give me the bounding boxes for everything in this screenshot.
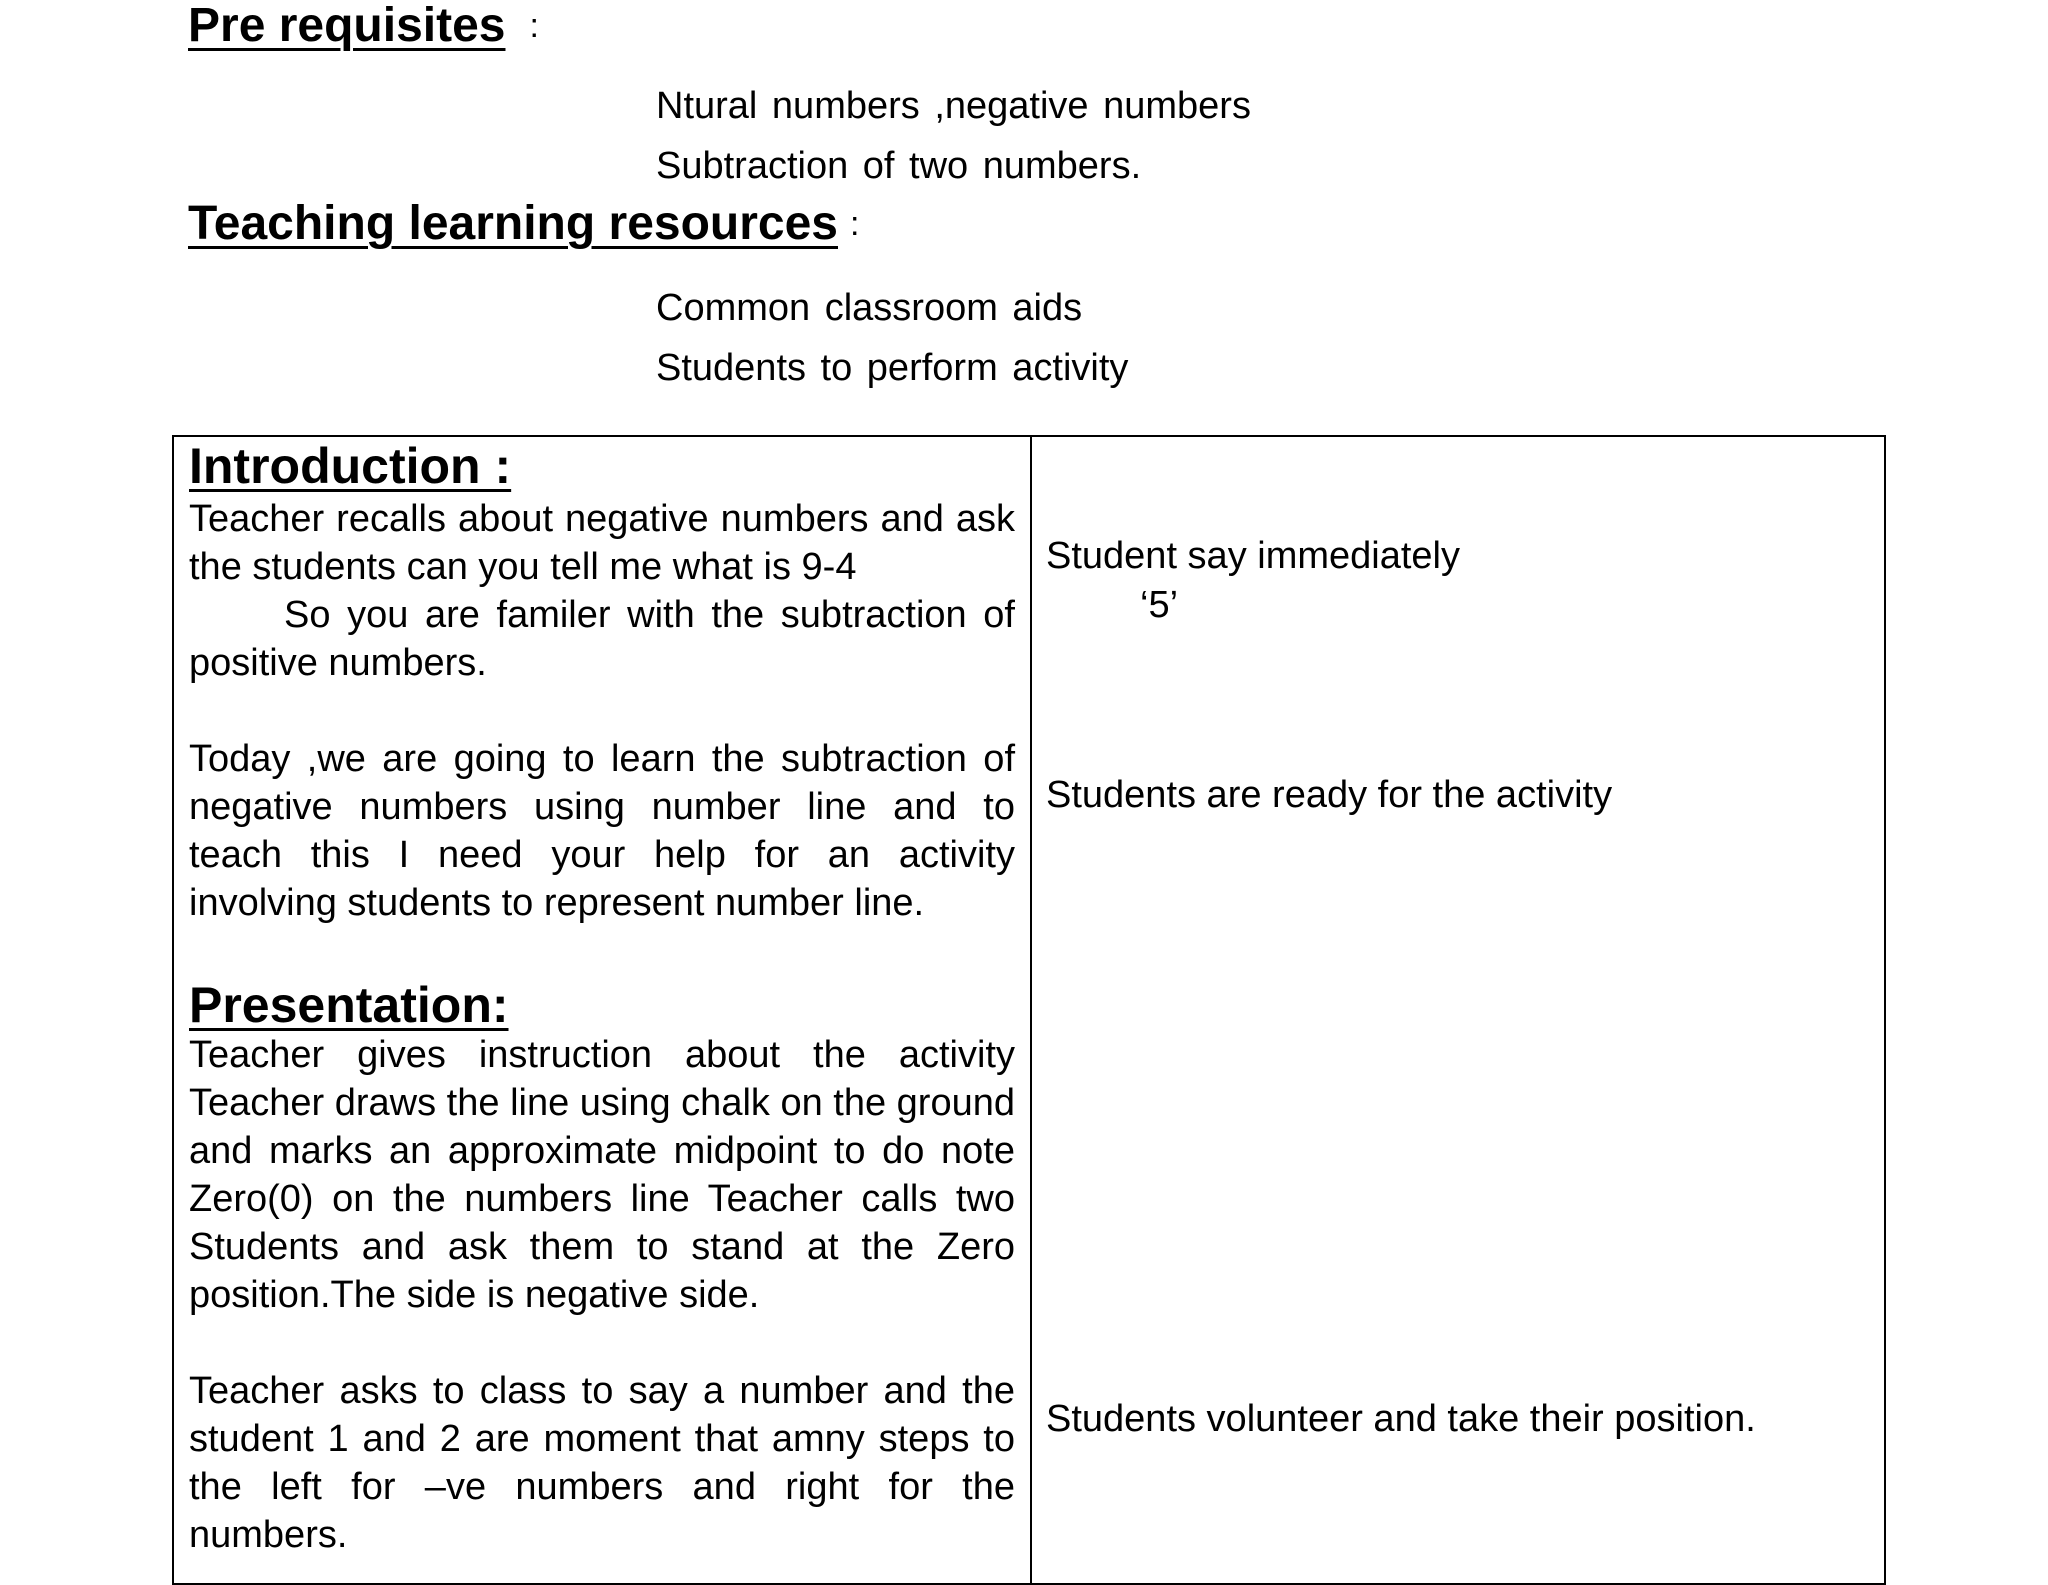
student-response: Students volunteer and take their position. (1046, 1398, 1756, 1440)
prerequisites-list (656, 76, 1251, 196)
introduction-paragraph: Today ,we are going to learn the subtraction of negative numbers using number line and to teach this I need your help for an activity involving students to represent number line. (189, 738, 1015, 924)
student-response-column (1032, 437, 1884, 1583)
presentation-title: Presentation: (189, 977, 509, 1033)
prerequisites-heading-text: Pre requisites (188, 0, 506, 52)
introduction-title: Introduction : (189, 438, 512, 494)
resources-heading-text: Teaching learning resources (188, 197, 838, 250)
resource-item: Students to perform activity (656, 347, 1129, 389)
resources-colon: : (850, 205, 860, 243)
student-response: Students are ready for the activity (1046, 774, 1613, 816)
resource-item: Common classroom aids (656, 287, 1083, 329)
prerequisites-heading (188, 2, 539, 50)
introduction-paragraph: So you are familer with the subtraction of positive numbers. (189, 594, 1015, 684)
prerequisites-colon: : (529, 7, 539, 45)
resources-list (656, 278, 1128, 398)
resources-heading (188, 197, 860, 250)
teacher-activity-column (174, 437, 1032, 1583)
introduction-paragraph: Teacher recalls about negative numbers and ask the students can you tell me what is 9-4 (189, 498, 1015, 588)
prerequisite-item: Ntural numbers ,negative numbers (656, 85, 1251, 127)
lesson-plan-table (172, 435, 1886, 1585)
student-response-answer: ‘5’ (1140, 584, 1179, 626)
student-response: Student say immediately (1046, 535, 1460, 577)
presentation-paragraph: Teacher asks to class to say a number and the student 1 and 2 are moment that amny steps to the left for –ve numbers and right for the numbers. (189, 1370, 1015, 1556)
presentation-paragraph: Teacher gives instruction about the activity Teacher draws the line using chalk on the ground and marks an approximate midpoint to do note Zero(0) on the numbers line Teacher calls two Students and ask them to stand at the Zero position.The side is negative side. (189, 1034, 1015, 1316)
prerequisite-item: Subtraction of two numbers. (656, 145, 1142, 187)
